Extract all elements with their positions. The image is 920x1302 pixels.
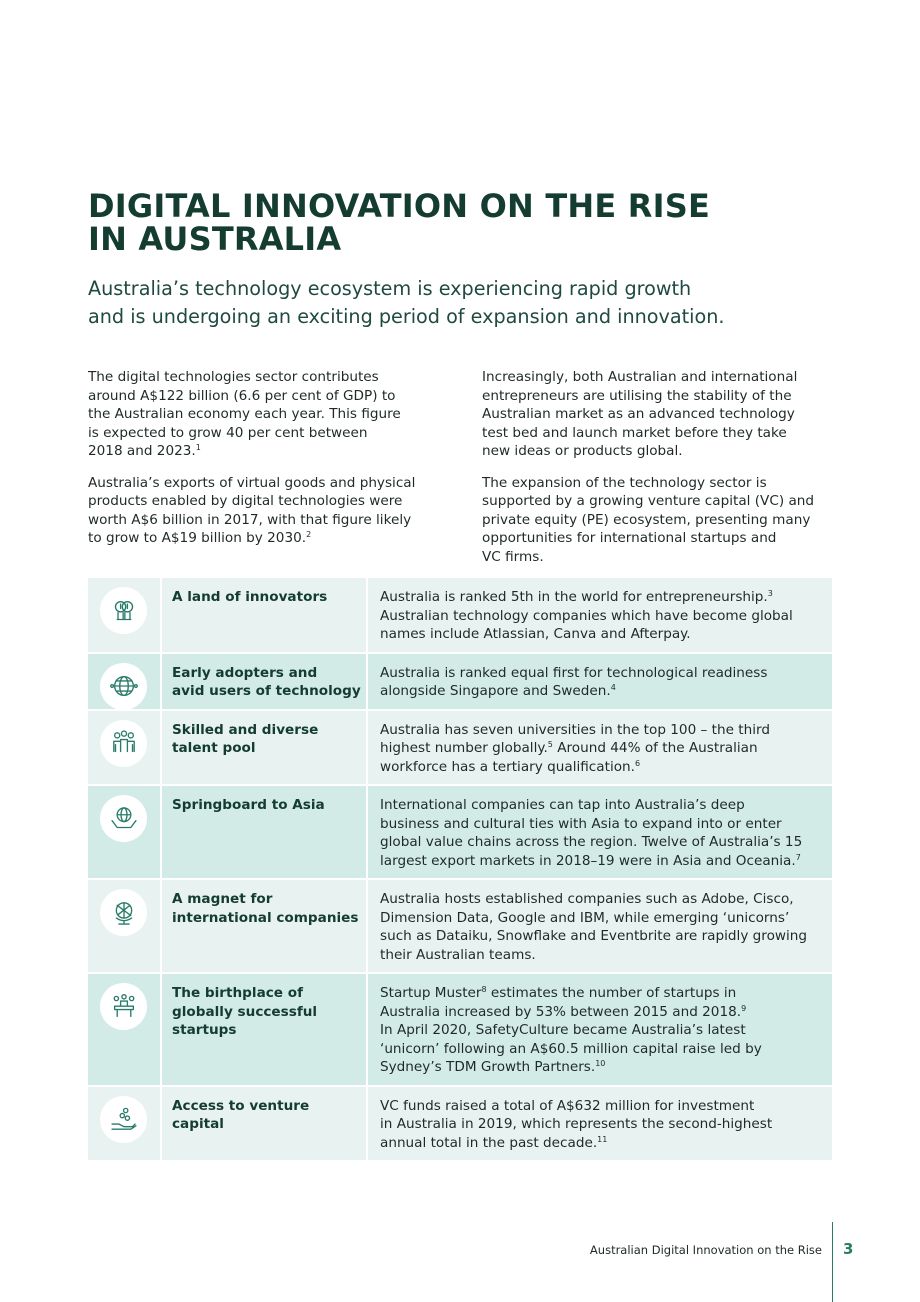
text-fragment: VC funds raised a total of A$632 million for investment xyxy=(380,1097,755,1114)
paragraph xyxy=(482,368,832,461)
footnote-ref: 3 xyxy=(767,589,773,598)
right-column xyxy=(482,368,832,579)
text-line: private equity (PE) ecosystem, presenting many xyxy=(482,511,811,528)
row-title-line: A land of innovators xyxy=(172,589,328,605)
table-row xyxy=(88,578,832,654)
text-line: products enabled by digital technologies were xyxy=(88,493,403,509)
table-row xyxy=(88,974,832,1087)
icon-cell xyxy=(88,654,162,709)
meeting-icon xyxy=(100,983,147,1030)
footnote-ref: 5 xyxy=(547,740,553,749)
row-description xyxy=(368,711,832,785)
text-fragment: Australia increased by 53% between 2015 and 2018. xyxy=(380,1003,742,1020)
footnote-ref: 1 xyxy=(195,443,201,452)
icon-cell xyxy=(88,578,162,652)
row-description xyxy=(368,1087,832,1161)
text-fragment: estimates the number of startups in xyxy=(486,985,737,1001)
text-fragment: names include Atlassian, Canva and Afterpay. xyxy=(380,626,691,642)
row-title xyxy=(162,880,368,972)
text-line: Increasingly, both Australian and international xyxy=(482,369,798,385)
row-title-line: startups xyxy=(172,1022,237,1038)
icon-cell xyxy=(88,786,162,878)
footnote-ref: 7 xyxy=(795,852,801,862)
icon-cell xyxy=(88,711,162,785)
row-title-line: globally successful xyxy=(172,1003,318,1020)
table-row xyxy=(88,786,832,880)
page-number: 3 xyxy=(843,1240,854,1258)
text-fragment: Australian technology companies which have become global xyxy=(380,607,793,624)
text-line: opportunities for international startups and xyxy=(482,530,777,546)
text-line: The expansion of the technology sector is xyxy=(482,474,767,491)
row-title-line: The birthplace of xyxy=(172,985,303,1001)
description-line xyxy=(380,739,822,758)
description-line xyxy=(380,1003,822,1022)
row-description xyxy=(368,654,832,709)
text-line xyxy=(88,529,438,548)
description-line xyxy=(380,852,822,871)
description-line xyxy=(380,796,822,815)
row-title-line: avid users of technology xyxy=(172,683,361,699)
row-description xyxy=(368,786,832,878)
text-fragment: Australia has seven universities in the top 100 – the third xyxy=(380,721,770,738)
text-line: VC firms. xyxy=(482,548,544,565)
text-fragment: Dimension Data, Google and IBM, while emerging ‘unicorns’ xyxy=(380,909,790,926)
text-fragment: alongside Singapore and Sweden. xyxy=(380,683,611,699)
row-title-line: Springboard to Asia xyxy=(172,797,325,813)
row-description xyxy=(368,578,832,652)
text-fragment: ‘unicorn’ following an A$60.5 million capital raise led by xyxy=(380,1040,762,1057)
description-line xyxy=(380,1058,822,1077)
description-line xyxy=(380,909,822,928)
footnote-ref: 11 xyxy=(597,1134,608,1144)
description-line xyxy=(380,588,822,607)
text-line: test bed and launch market before they take xyxy=(482,424,787,441)
hands-globe-icon xyxy=(100,795,147,842)
globe-network-icon xyxy=(100,663,147,710)
text-fragment: 2018 and 2023. xyxy=(88,443,196,459)
footnote-ref: 10 xyxy=(595,1059,606,1068)
paragraph xyxy=(482,474,832,567)
text-line: worth A$6 billion in 2017, with that figure likely xyxy=(88,511,412,528)
description-line xyxy=(380,758,822,777)
row-title xyxy=(162,1087,368,1161)
icon-cell xyxy=(88,974,162,1085)
table-row xyxy=(88,711,832,787)
description-line xyxy=(380,833,822,852)
icon-cell xyxy=(88,1087,162,1161)
row-title-line: international companies xyxy=(172,909,359,926)
footer-divider xyxy=(832,1222,833,1302)
text-fragment: in Australia in 2019, which represents the second-highest xyxy=(380,1116,773,1132)
text-line: is expected to grow 40 per cent between xyxy=(88,424,368,441)
text-fragment: Sydney’s TDM Growth Partners. xyxy=(380,1059,596,1075)
text-fragment: to grow to A$19 billion by 2030. xyxy=(88,530,307,546)
description-line xyxy=(380,1115,822,1134)
feature-table xyxy=(88,578,832,1162)
row-title-line: talent pool xyxy=(172,740,256,756)
footer-title: Australian Digital Innovation on the Rise xyxy=(589,1243,822,1257)
row-title-line: capital xyxy=(172,1116,224,1132)
description-line xyxy=(380,927,822,946)
text-fragment: such as Dataiku, Snowflake and Eventbrite are rapidly growing xyxy=(380,928,808,944)
description-line xyxy=(380,946,822,965)
text-fragment: highest number globally. xyxy=(380,740,548,756)
text-line: supported by a growing venture capital (VC) and xyxy=(482,493,815,509)
text-fragment: Australia is ranked equal first for technological readiness xyxy=(380,664,768,681)
description-line xyxy=(380,625,822,644)
text-fragment: their Australian teams. xyxy=(380,946,536,963)
text-fragment: Australia is ranked 5th in the world for entrepreneurship. xyxy=(380,589,768,605)
row-title xyxy=(162,786,368,878)
text-line: Australia’s exports of virtual goods and physical xyxy=(88,474,416,491)
people-group-icon xyxy=(100,720,147,767)
row-title-line: Early adopters and xyxy=(172,664,318,681)
text-fragment: annual total in the past decade. xyxy=(380,1134,598,1151)
text-line: The digital technologies sector contributes xyxy=(88,369,379,385)
lightbulbs-icon xyxy=(100,587,147,634)
text-fragment: largest export markets in 2018–19 were in Asia and Oceania. xyxy=(380,852,796,869)
text-fragment: workforce has a tertiary qualification. xyxy=(380,758,635,775)
text-fragment: Australia hosts established companies such as Adobe, Cisco, xyxy=(380,891,794,907)
icon-cell xyxy=(88,880,162,972)
subtitle-line: Australia’s technology ecosystem is experiencing rapid growth xyxy=(88,277,692,300)
paragraph xyxy=(88,474,438,548)
text-fragment: business and cultural ties with Asia to expand into or enter xyxy=(380,815,782,832)
text-fragment: Around 44% of the Australian xyxy=(552,740,758,756)
table-row xyxy=(88,880,832,974)
table-row xyxy=(88,654,832,711)
footnote-ref: 8 xyxy=(481,985,487,994)
hand-coins-icon xyxy=(100,1096,147,1143)
text-line xyxy=(88,442,438,461)
page-subtitle xyxy=(88,275,848,331)
text-line: entrepreneurs are utilising the stability of the xyxy=(482,387,792,404)
table-row xyxy=(88,1087,832,1163)
page-title-line: DIGITAL INNOVATION ON THE RISE xyxy=(88,187,711,225)
row-title xyxy=(162,711,368,785)
footnote-ref: 6 xyxy=(634,758,641,768)
footnote-ref: 2 xyxy=(306,530,312,539)
row-title-line: A magnet for xyxy=(172,891,273,907)
description-line xyxy=(380,664,822,683)
page-title xyxy=(88,187,848,258)
text-line: new ideas or products global. xyxy=(482,443,683,459)
row-title xyxy=(162,654,368,709)
description-line xyxy=(380,890,822,909)
text-fragment: Startup Muster xyxy=(380,985,482,1001)
row-title-line: Access to venture xyxy=(172,1097,310,1114)
description-line xyxy=(380,1134,822,1153)
text-fragment: International companies can tap into Australia’s deep xyxy=(380,797,745,813)
row-title-line: Skilled and diverse xyxy=(172,721,319,738)
row-description xyxy=(368,974,832,1085)
description-line xyxy=(380,984,822,1003)
text-line: the Australian economy each year. This figure xyxy=(88,406,401,422)
description-line xyxy=(380,607,822,626)
description-line xyxy=(380,1097,822,1116)
row-title xyxy=(162,578,368,652)
left-column xyxy=(88,368,438,561)
text-fragment: global value chains across the region. Twelve of Australia’s 15 xyxy=(380,834,803,850)
description-line xyxy=(380,721,822,740)
footnote-ref: 4 xyxy=(610,683,616,692)
row-description xyxy=(368,880,832,972)
page-title-line: IN AUSTRALIA xyxy=(88,220,342,258)
footnote-ref: 9 xyxy=(741,1003,747,1013)
description-line xyxy=(380,1040,822,1059)
text-line: Australian market as an advanced technology xyxy=(482,406,795,422)
description-line xyxy=(380,815,822,834)
description-line xyxy=(380,1021,822,1040)
paragraph xyxy=(88,368,438,461)
text-line: around A$122 billion (6.6 per cent of GDP) to xyxy=(88,387,396,404)
row-title xyxy=(162,974,368,1085)
subtitle-line: and is undergoing an exciting period of expansion and innovation. xyxy=(88,305,725,328)
globe-stand-icon xyxy=(100,889,147,936)
text-fragment: In April 2020, SafetyCulture became Australia’s latest xyxy=(380,1022,746,1038)
description-line xyxy=(380,682,822,701)
